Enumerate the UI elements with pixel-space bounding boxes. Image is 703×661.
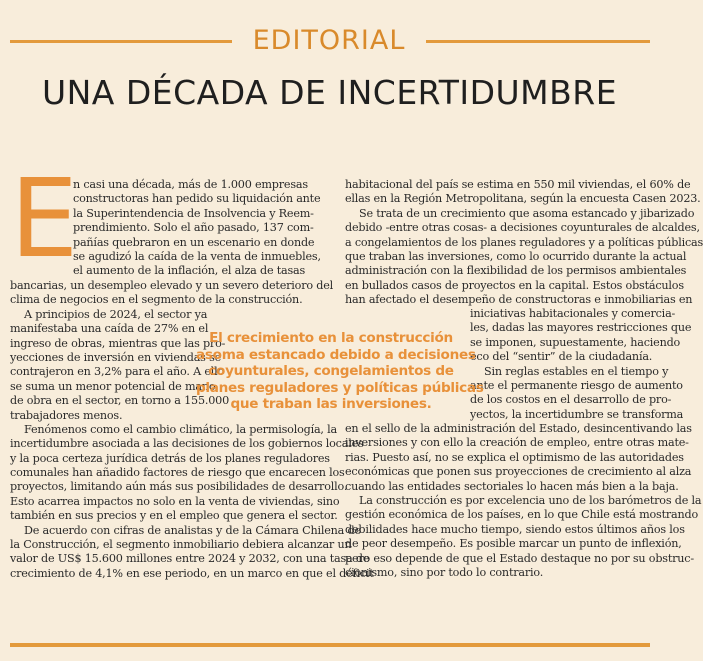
body-line: iniciativas habitacionales y comercia- <box>470 307 676 320</box>
body-line: trabajadores menos. <box>10 408 123 422</box>
body-line: La construcción es por excelencia uno de los barómetros de la <box>359 493 702 507</box>
body-line: yectos, la incertidumbre se transforma <box>470 407 684 421</box>
body-line: n casi una década, más de 1.000 empresas <box>73 178 308 191</box>
body-line: de los costos en el desarrollo de pro- <box>470 393 672 407</box>
body-line: que traban las inversiones, como lo ocurrido durante la actual <box>345 249 687 263</box>
body-line: también en sus precios y en el empleo que genera el sector. <box>10 509 338 523</box>
body-line: en el sello de la administración del Estado, desincentivando las <box>345 422 692 435</box>
body-line: rias. Puesto así, no se explica el optimismo de las autoridades <box>345 450 684 464</box>
body-line: han afectado el desempeño de constructoras e inmobiliarias en <box>345 293 693 307</box>
body-line: yecciones de inversión en viviendas se <box>10 350 222 364</box>
column-right-top <box>345 178 703 308</box>
body-line: Fenómenos como el cambio climático, la permisología, la <box>24 422 337 436</box>
body-line: prendimiento. Solo el año pasado, 137 com- <box>73 221 314 235</box>
body-line: debido -entre otras cosas- a decisiones coyunturales de alcaldes, <box>345 221 700 235</box>
pull-quote-line: coyunturales, congelamientos de <box>208 363 454 380</box>
body-line: manifestaba una caída de 27% en el <box>10 322 209 336</box>
body-line: crecimiento de 4,1% en ese periodo, en un marco en que el déficit <box>10 566 374 580</box>
section-header <box>0 24 659 58</box>
body-line: clima de negocios en el segmento de la construcción. <box>10 293 303 307</box>
body-line: ellas en la Región Metropolitana, según la encuesta Casen 2023. <box>345 192 701 206</box>
body-line: comunales han añadido factores de riesgo que encarecen los <box>10 466 345 480</box>
pull-quote-line: El crecimiento en la construcción <box>209 330 453 346</box>
body-line: administración con la flexibilidad de los permisos ambientales <box>345 264 687 278</box>
body-line: gestión económica de los países, en lo que Chile está mostrando <box>345 508 698 522</box>
body-line: la Construcción, el segmento inmobiliario debiera alcanzar un <box>10 538 352 552</box>
column-left-mid <box>10 279 374 581</box>
section-label: EDITORIAL <box>252 25 406 56</box>
pull-quote-line: que traban las inversiones. <box>230 396 432 413</box>
bottom-rule <box>10 643 650 647</box>
body-line: pero eso depende de que el Estado destaque no por su obstruc- <box>345 551 694 565</box>
column-right-bottom <box>345 422 702 580</box>
body-line: cionismo, sino por todo lo contrario. <box>345 565 544 579</box>
body-line: de peor desempeño. Es posible marcar un punto de inflexión, <box>345 537 682 551</box>
body-line: se suma un menor potencial de mano <box>10 379 216 393</box>
header-rule-right <box>426 40 650 43</box>
drop-cap: E <box>10 157 79 282</box>
column-left-top <box>73 178 338 279</box>
body-line: a congelamientos de los planes reguladores y a políticas públicas <box>345 235 703 249</box>
body-line: incertidumbre asociada a las decisiones de los gobiernos locales <box>10 437 364 451</box>
body-line: en bullados casos de proyectos en la capital. Estos obstáculos <box>345 278 684 292</box>
body-line: se imponen, supuestamente, haciendo <box>470 335 681 349</box>
body-line: Se trata de un crecimiento que asoma estancado y jibarizado <box>359 206 695 220</box>
body-line: de obra en el sector, en torno a 155.000 <box>10 394 229 408</box>
pull-quote-line: planes reguladores y políticas públicas <box>196 379 484 396</box>
headline: UNA DÉCADA DE INCERTIDUMBRE <box>41 73 618 112</box>
body-line: les, dadas las mayores restricciones que <box>470 321 692 335</box>
body-line: se agudizó la caída de la venta de inmuebles, <box>73 249 321 263</box>
body-line: inversiones y con ello la creación de empleo, entre otras mate- <box>345 436 689 450</box>
body-line: debilidades hace mucho tiempo, siendo estos últimos años los <box>345 522 685 536</box>
body-line: De acuerdo con cifras de analistas y de la Cámara Chilena de <box>24 523 361 537</box>
header-rule-left <box>10 40 232 43</box>
body-line: Esto acarrea impactos no solo en la venta de viviendas, sino <box>10 494 340 508</box>
body-line: ante el permanente riesgo de aumento <box>470 378 683 392</box>
body-line: el aumento de la inflación, el alza de tasas <box>73 264 306 278</box>
body-line: pañías quebraron en un escenario en donde <box>73 235 315 249</box>
body-line: constructoras han pedido su liquidación ante <box>73 192 321 206</box>
body-line: valor de US$ 15.600 millones entre 2024 y 2032, con una tasa de <box>10 552 370 566</box>
pull-quote-line: asoma estancado debido a decisiones <box>196 346 476 363</box>
body-line: bancarias, un desempleo elevado y un severo deterioro del <box>10 279 334 292</box>
body-line: contrajeron en 3,2% para el año. A ello <box>10 365 225 379</box>
body-line: A principios de 2024, el sector ya <box>24 307 208 321</box>
body-line: y la poca certeza jurídica detrás de los planes reguladores <box>10 451 330 465</box>
body-line: proyectos, limitando aún más sus posibilidades de desarrollo. <box>10 480 348 494</box>
body-line: la Superintendencia de Insolvencia y Reem- <box>73 206 314 220</box>
body-line: habitacional del país se estima en 550 mil viviendas, el 60% de <box>345 178 691 191</box>
body-line: ingreso de obras, mientras que las pro- <box>10 336 226 350</box>
pull-quote <box>196 330 484 413</box>
body-line: cuando las entidades sectoriales lo hacen más bien a la baja. <box>345 479 679 493</box>
body-line: Sin reglas estables en el tiempo y <box>484 364 669 378</box>
column-right-narrow <box>470 307 692 422</box>
body-line: económicas que ponen sus proyecciones de crecimiento al alza <box>345 465 692 479</box>
body-line: eco del “sentir” de la ciudadanía. <box>470 350 653 364</box>
